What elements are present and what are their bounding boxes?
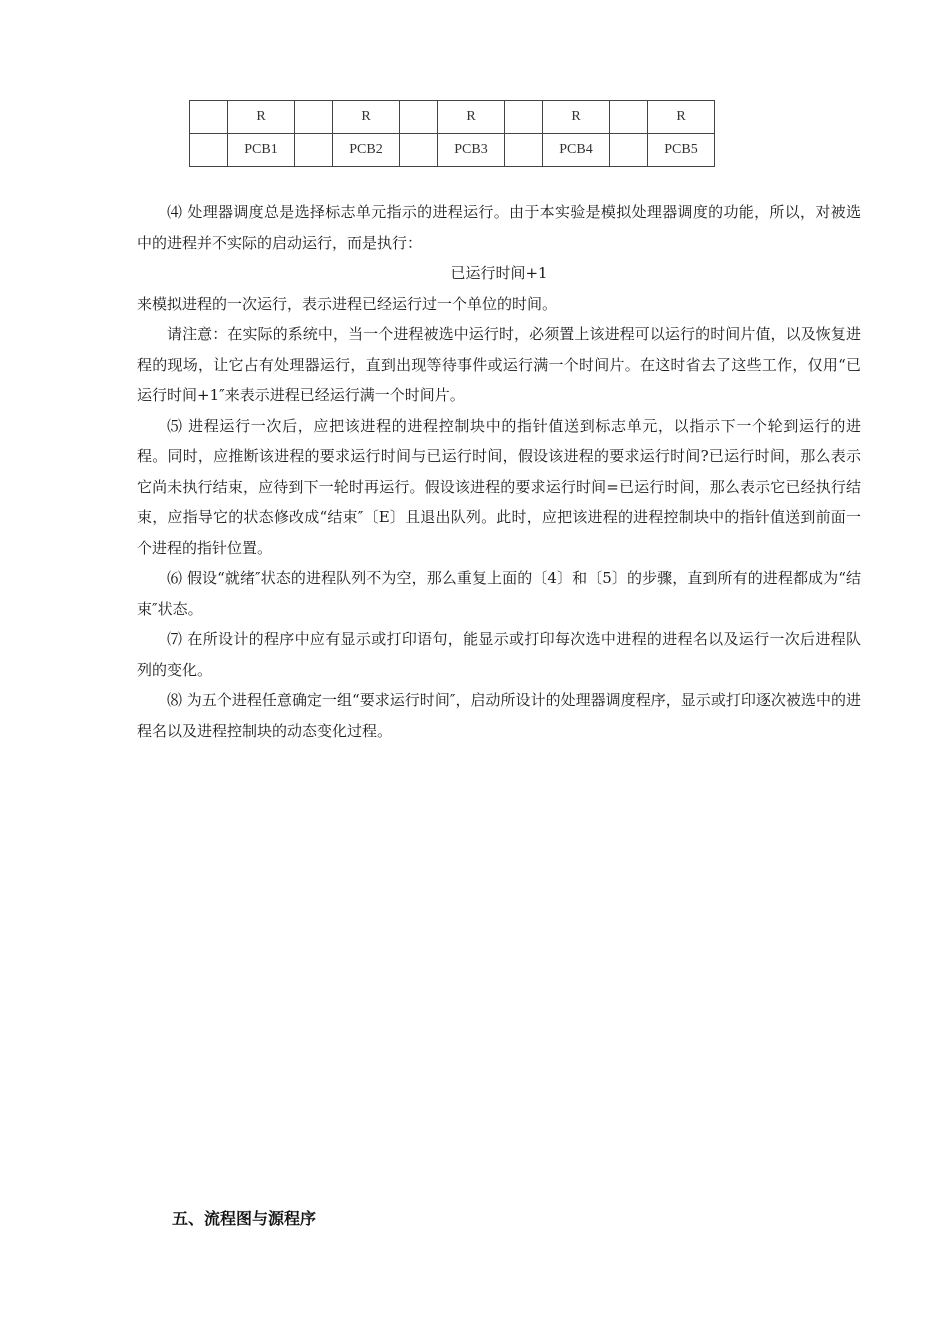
status-cell: R xyxy=(333,101,400,134)
paragraph-step-5: ⑸ 进程运行一次后，应把该进程的进程控制块中的指针值送到标志单元，以指示下一个轮到运行的进程。同时，应推断该进程的要求运行时间与已运行时间，假设该进程的要求运行时间?已运行时间，那么表示它尚未执行结束，应待到下一轮时再运行。假设该进程的要求运行时间=已运行时间，那么表示它已经执行结束，应指导它的状态修改成“结束″〔E〕且退出队列。此时，应把该进程的进程控制块中的指针值送到前面一个进程的指针位置。 xyxy=(137,416,861,557)
paragraph-step-4: ⑷ 处理器调度总是选择标志单元指示的进程运行。由于本实验是模拟处理器调度的功能，所以，对被选中的进程并不实际的启动运行，而是执行： xyxy=(137,203,861,252)
pointer-cell xyxy=(610,134,648,167)
pointer-cell xyxy=(190,101,228,134)
status-cell: R xyxy=(438,101,505,134)
status-cell: R xyxy=(648,101,715,134)
pcb-name-cell: PCB4 xyxy=(543,134,610,167)
pointer-cell xyxy=(400,101,438,134)
pcb-name-cell: PCB2 xyxy=(333,134,400,167)
pointer-cell xyxy=(505,134,543,167)
pcb-name-cell: PCB5 xyxy=(648,134,715,167)
section-heading: 五、流程图与源程序 xyxy=(172,1209,317,1228)
paragraph-continuation: 来模拟进程的一次运行，表示进程已经运行过一个单位的时间。 xyxy=(137,294,558,313)
pointer-cell xyxy=(505,101,543,134)
paragraph-step-6: ⑹ 假设“就绪″状态的进程队列不为空，那么重复上面的〔4〕和〔5〕的步骤，直到所有的进程都成为“结束″状态。 xyxy=(137,569,861,618)
status-cell: R xyxy=(543,101,610,134)
pcb-name-cell: PCB3 xyxy=(438,134,505,167)
body-text xyxy=(137,197,861,746)
formula-line: 已运行时间+1 xyxy=(450,264,548,282)
paragraph-step-8: ⑻ 为五个进程任意确定一组“要求运行时间″，启动所设计的处理器调度程序，显示或打印逐次被选中的进程名以及进程控制块的动态变化过程。 xyxy=(137,691,861,740)
pcb-queue-table xyxy=(189,100,715,167)
pointer-cell xyxy=(295,101,333,134)
pointer-cell xyxy=(295,134,333,167)
status-cell: R xyxy=(228,101,295,134)
paragraph-note: 请注意：在实际的系统中，当一个进程被选中运行时，必须置上该进程可以运行的时间片值，以及恢复进程的现场，让它占有处理器运行，直到出现等待事件或运行满一个时间片。在这时省去了这些工作，仅用“已运行时间+1″来表示进程已经运行满一个时间片。 xyxy=(137,325,861,404)
pcb-name-row xyxy=(190,134,715,167)
status-row xyxy=(190,101,715,134)
paragraph-step-7: ⑺ 在所设计的程序中应有显示或打印语句，能显示或打印每次选中进程的进程名以及运行一次后进程队列的变化。 xyxy=(137,630,861,679)
pointer-cell xyxy=(400,134,438,167)
pcb-name-cell: PCB1 xyxy=(228,134,295,167)
pointer-cell xyxy=(190,134,228,167)
pointer-cell xyxy=(610,101,648,134)
